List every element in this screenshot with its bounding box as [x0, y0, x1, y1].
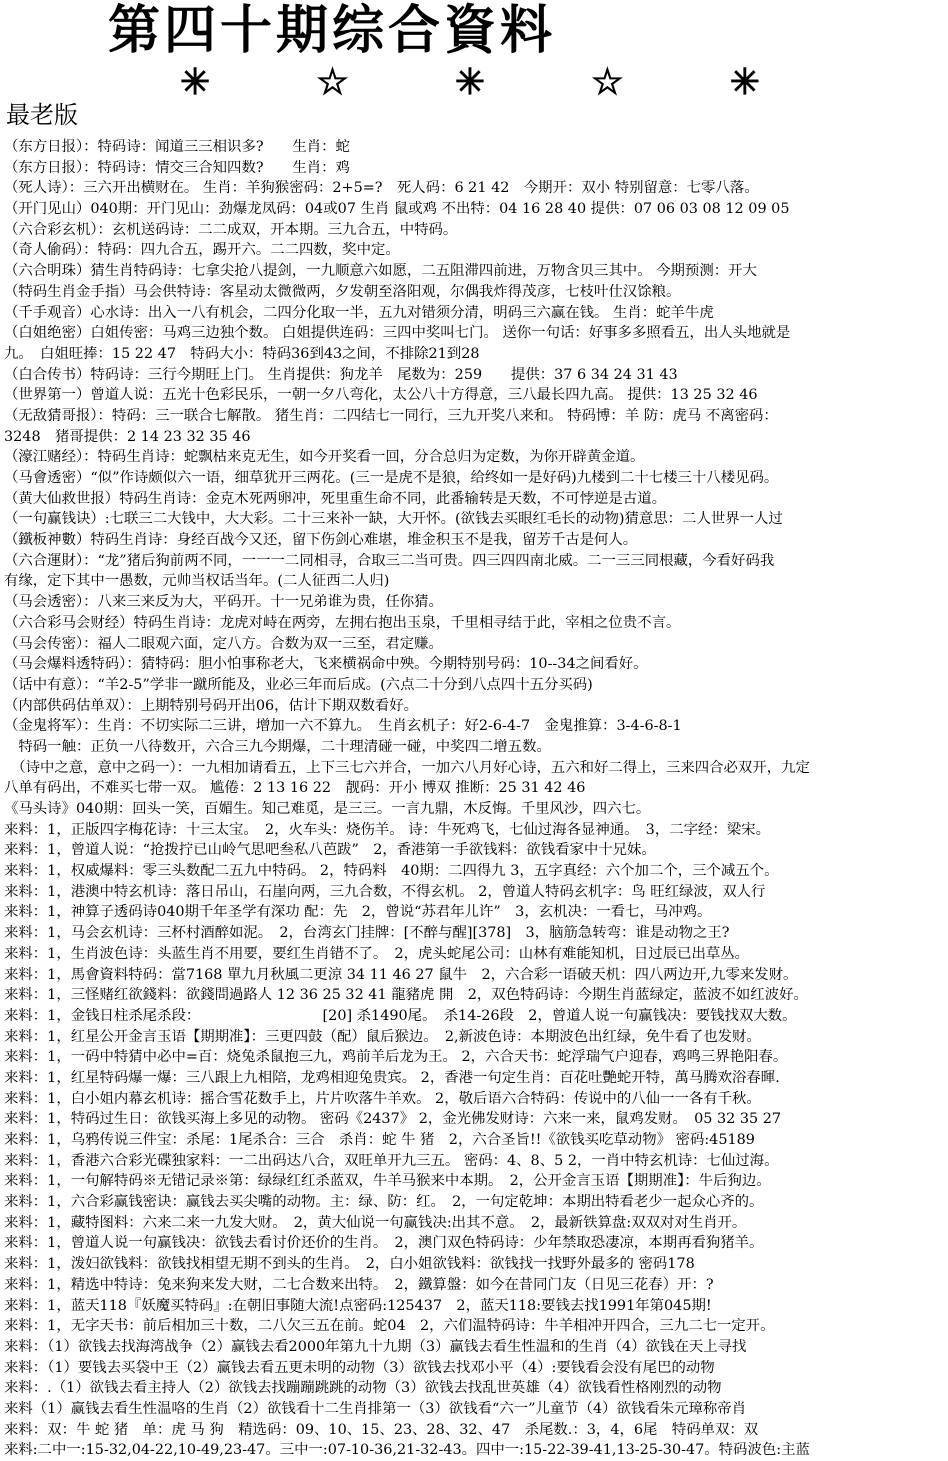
text-line: 《马头诗》040期：回头一笑，百媚生。知己难觅，是三三。一言九鼎，木反悔。千里风沙，四六七。: [4, 801, 651, 817]
text-line: 来料：双：牛 蛇 猪 单：虎 马 狗 精选码：09、10、15、23、28、32、47 杀尾数.：3，4，6尾 特码单双：双: [4, 1421, 759, 1438]
text-line: 来料：1，马会玄机诗：三杯村酒醉如泥。 2，台湾玄门挂牌：[不醉与醒][378] 3，脑筋急转弯：谁是动物之王?: [4, 925, 730, 942]
text-line: （六合明珠）猜生肖特码诗：七拿尖抢八提剑，一九顺意六如愿，二五阻滞四前进，万物含贝三其中。 今期预测：开大: [4, 263, 757, 280]
text-line: 来料：.（1）欲钱去看主持人（2）欲钱去找蹦蹦跳跳的动物（3）欲钱去找乱世英雄（4）欲钱看性格刚烈的动物: [4, 1380, 722, 1397]
text-line: 来料：1，乌鸦传说三件宝：杀尾：1尾杀合：三合 杀肖：蛇 牛 猪 2，六合圣旨!!《欲钱买吃草动物》 密码:45189: [4, 1132, 755, 1148]
text-line: （白合传书）特码诗：三行今期旺上门。 生肖提供：狗龙羊 尾数为：259 提供：37 6 34 24 31 43: [4, 366, 678, 383]
text-line: （鐵板神數）特码生肖诗：身经百战今又还，留下伤剑心难堪，堆金积玉不是我，留芳千古是何人。: [4, 532, 638, 549]
text-line: （金鬼将军）：生肖：不切实际二三讲，增加一六不算九。 生肖玄机子：好2-6-4-7 金鬼推算：3-4-6-8-1: [4, 718, 682, 735]
text-line: （世界第一）曾道人说：五光十色彩民乐，一朝一夕八弯化，太公八十方得意，三八最长四九高。 提供：13 25 32 46: [4, 387, 758, 404]
text-line: 来料：（1）要钱去买袋中王（2）赢钱去看五更未明的动物（3）欲钱去找邓小平（4）:要钱看会没有尾巴的动物: [4, 1359, 715, 1376]
text-line: 来料：1，香港六合彩光碟独家料：一二出码达八合，双旺单开九三五。 密码：4、8、5 2，一肖中特玄机诗：七仙过海。: [4, 1152, 779, 1169]
text-line: 来料：1，白小姐内幕玄机诗：摇合雪花数手上，片片吹落牛羊欢。 2，敬后语六合特码：传说中的八仙一一各有千秋。: [4, 1090, 761, 1107]
text-line: 来料（1）赢钱去看生性温咯的生肖（2）欲钱看十二生肖排第一（3）欲钱看“六一”儿童节（4）欲钱看朱元璋称帝肖: [4, 1400, 747, 1417]
asterisk-icon: ✳: [454, 61, 486, 103]
text-line: （特码生肖金手指）马会供特诗：客星动太微微两，夕发朝至洛阳观，尔偶我炸得茂彦，七枝叶仕汉馀粮。: [4, 283, 681, 300]
text-line: （黄大仙救世报）特码生肖诗：金克木死两卵冲，死里重生命不同，此番输转是天数，不可悖逆是古道。: [4, 490, 666, 507]
text-line: 来料：1，红星特码爆一爆：三八跟上九相陪，龙鸡相迎兔贵宾。 2，香港一句定生肖：百花吐艷蛇开特，萬马腾欢浴春暉.: [4, 1069, 780, 1086]
text-line: 来料：1，港澳中特玄机诗：落日吊山，石崖向两，三九合数，不得玄机。 2，曾道人特码玄机字：鸟 旺红绿波，双人行: [4, 883, 766, 900]
text-line: （六合彩玄机）：玄机送码诗：二二成双，开本期。三九合五，中特码。: [4, 221, 458, 238]
star-divider: [180, 62, 760, 102]
text-line: 八单有码出，不难买七带一双。 尴倦：2 13 16 22 靓码：开小 博双 推断：25 31 42 46: [4, 780, 586, 797]
text-line: （奇人偷码）：特码：四九合五，踢开六。二二四数，奖中定。: [4, 242, 400, 259]
text-line: （开门见山）040期：开门见山：劲爆龙凤码：04或07 生肖 鼠或鸡 不出特：04 16 28 40 提供：07 06 03 08 12 09 05: [4, 201, 790, 218]
text-line: 来料：1，生肖波色诗：头蓝生肖不用要，要红生肖错不了。 2，虎头蛇尾公司：山林有难能知机，日过辰已出草丛。: [4, 945, 750, 962]
text-line: （东方日报）：特码诗：闻道三三相识多? 生肖：蛇: [4, 139, 350, 155]
text-line: 来料：1，蓝天118『妖魔买特码』:在朝旧事随大流!点密码:125437 2，蓝天118:要钱去找1991年第045期!: [4, 1297, 712, 1314]
text-line: 来料：1，红星公开金言玉语【期期准】：三更四鼓（配）鼠后猴边。 2,新波色诗：本期波色出红绿，免牛看了也发财。: [4, 1028, 761, 1045]
text-line: 3248 猪哥提供：2 14 23 32 35 46: [4, 428, 251, 445]
text-line: 来料：1，金钱日柱杀尾杀段： [20] 杀1490尾。 杀14-26段 2，曾道人说一句赢钱决：要钱找双大数。: [4, 1007, 797, 1024]
text-line: 来料：1，正版四字梅花诗：十三太宝。 2，火车头：烧伤羊。 诗：牛死鸡飞，七仙过海各显神通。 3，二字经：梁宋。: [4, 821, 770, 838]
text-line: 来料：1，无字天书：前后相加三十数，二八欠三五在前。蛇04 2，六们温特码诗：牛羊相冲开四合，三九二七一定开。: [4, 1318, 775, 1335]
text-line: （马会传密）：福人二眼观六面，定八方。合数为双一三至，君定赚。: [4, 635, 443, 652]
text-line: 来料：1，曾道人说：“抢拨拧已山岭气思吧叁私八芭跋” 2，香港第一手欲钱料：欲钱看家中十兄妹。: [4, 842, 656, 859]
text-line: 来料：1，三怪赌红欲錢料：欲錢問過路人 12 36 25 32 41 龍豬虎 開 2，双色特码诗：今期生肖蓝绿定，蓝波不如红波好。: [4, 987, 808, 1004]
text-line: （内部供码估单双）：上期特别号码开出06，估计下期双数看好。: [4, 697, 419, 714]
asterisk-icon: ✳: [729, 61, 760, 103]
text-line: （马会爆料透特码）：猜特码：胆小怕事称老大，飞来横祸命中殃。今期特别号码：10--34之间看好。: [4, 656, 648, 673]
text-line: （六合彩马会财经）特码生肖诗：龙虎对峙在两旁，左拥右抱出玉泉，千里相寻结于此，宰相之位贵不言。: [4, 614, 681, 631]
text-line: 来料：1，神算子透码诗040期千年圣学有深功 配：先 2，曾说“苏君年儿许” 3，玄机决：一看七，马冲鸡。: [4, 904, 712, 921]
text-line: （诗中之意，意中之码一）：一九相加请看五，上下三七六并合，一加六八月好心诗，五六和好二得上，三来四合必双开，九定: [4, 759, 810, 776]
text-line: 来料：1，曾道人说一句赢钱决：欲钱去看讨价还价的生肖。 2，澳门双色特码诗：少年禁取恐凄凉，本期再看狗猪羊。: [4, 1235, 764, 1252]
text-line: （马會透密）“似”作诗颇似六一语，细草犹开三两花。(三一是虎不是狼，给终如一是好码)九楼到二十七楼三十八楼见码。: [4, 470, 779, 486]
text-line: 来料：1，六合彩赢钱密诀：赢钱去买尖嘴的动物。主：绿、防：红。 2，一句定乾坤：本期出特看老少一起众心齐的。: [4, 1194, 764, 1211]
document-body: [4, 137, 944, 1461]
text-line: （六合運財）：“龙”猪后狗前两不同，一一一二同相寻，合取三二当可贵。四三四四南北威。二一三三同根藏，今看好码我: [4, 552, 775, 569]
asterisk-icon: ✳: [180, 61, 211, 103]
text-line: 来料：1，特码过生日：欲钱买海上多见的动物。 密码《2437》 2，金光佛发财诗：六来一来，鼠鸡发财。 05 32 35 27: [4, 1111, 782, 1128]
text-line: （千手观音）心水诗：出入一八有机会，二四分化取一半，五九对错须分清，明码三六赢在钱。 生肖：蛇羊牛虎: [4, 304, 714, 321]
text-line: 来料:二中一:15-32,04-22,10-49,23-47。三中一:07-10-36,21-32-43。四中一:15-22-39-41,13-25-30-47。特码波色:主蓝: [4, 1442, 810, 1459]
text-line: 来料：1，藏特图料：六来二来一九发大财。 2，黄大仙说一句赢钱决:出其不意。 2，最新铁算盘:双双对对生肖开。: [4, 1214, 747, 1231]
text-line: 来料：1，一码中特猜中必中=百：烧兔杀鼠抱三九，鸡前羊后龙为王。 2，六合天书：蛇浮瑞气户迎春，鸡鸣三界艳阳春。: [4, 1049, 788, 1066]
text-line: （一句赢钱诀）:七联三二大钱中，大大彩。二十三来补一缺，大开怀。(欲钱去买眼红毛长的动物)猜意思：二人世界一人过: [4, 511, 783, 528]
edition-label: 最老版: [6, 101, 78, 129]
text-line: 来料：1，泼妇欲钱料：欲钱找相望无期不到头的生肖。 2，白小姐欲钱料：欲钱找一找野外最多的 密码178: [4, 1256, 695, 1273]
text-line: （无敌猜哥报）：特码：三一联合七解散。 猪生肖：二四结七一同行，三九开奖八来和。 特码博：羊 防：虎马 不离密码：: [4, 407, 778, 424]
page-title: 第四十期综合資料: [108, 0, 557, 61]
star-icon: ☆: [316, 61, 349, 103]
star-icon: ☆: [591, 61, 624, 103]
text-line: （白姐绝密）白姐传密：马鸡三边独个数。 白姐提供连码：三四中奖叫七门。 送你一句话：好事多多照看五，出人头地就是: [4, 325, 791, 342]
text-line: 来料：1，一句解特码※无错记录※第：绿绿红红杀蓝双，牛羊马猴来中本期。 2，公开金言玉语【期期准】：牛后狗边。: [4, 1173, 771, 1190]
text-line: （死人诗）：三六开出横财在。 生肖：羊狗猴密码：2+5=? 死人码：6 21 42 今期开：双小 特别留意：七零八落。: [4, 180, 759, 197]
text-line: 来料：1，权威爆料：零三头数配二五九中特码。 2，特码料 40期：二四得九 3，五字真经：六个加二个，三个减五个。: [4, 863, 779, 880]
text-line: （马会透密）：八来三来反为大，平码开。十一兄弟谁为贵，任你猜。: [4, 594, 443, 611]
text-line: 来料：1，精选中特诗：兔来狗来发大财，二七合数来出特。 2，鐵算盤：如今在昔同门友（日见三花春）开：?: [4, 1276, 714, 1293]
text-line: （话中有意）：“羊2-5”学非一蹴所能及，业必三年而后成。(六点二十分到八点四十五分买码): [4, 676, 593, 693]
text-line: 有缘，定下其中一愚数，元帅当权话当年。(二人征西二人归): [4, 573, 390, 590]
text-line: （东方日报）：特码诗：情交三合知四数? 生肖：鸡: [4, 159, 350, 176]
text-line: 九。 白姐旺捧：15 22 47 特码大小：特码36到43之间，不排除21到28: [4, 345, 480, 362]
text-line: 来料：（1）欲钱去找海湾战争（2）赢钱去看2000年第九十九期（3）赢钱去看生性温和的生肖（4）欲钱在天上寻找: [4, 1338, 747, 1355]
text-line: 来料：1，馬會資料特码：當7168 單九月秋風二更涼 34 11 46 27 鼠牛 2，六合彩一语破天机：四八两边开,九零来发财。: [4, 966, 798, 983]
text-line: （濠江赌经）：特码生肖诗：蛇飘枯来克无生，如今开奖看一回，分合总归为定数，为你开辟黄金道。: [4, 449, 645, 466]
text-line: 特码一触：正负一八待数开，六合三九今期爆，二十理清碰一碰，中奖四二增五数。: [4, 738, 551, 755]
